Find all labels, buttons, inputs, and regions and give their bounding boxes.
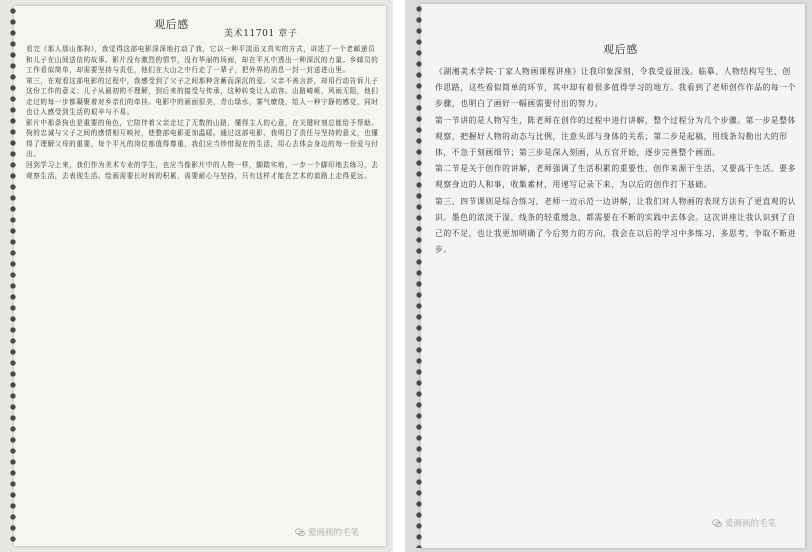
left-photo (0, 0, 393, 552)
watermark-right (712, 517, 776, 529)
left-page-title: 观后感 (154, 18, 189, 31)
left-spiral-binding (8, 6, 18, 546)
photo-separator (393, 0, 405, 552)
watermark-right-text: 爱画画的毛笔 (725, 519, 777, 529)
watermark-left (295, 526, 359, 538)
wechat-icon (712, 519, 722, 528)
right-notebook-page (421, 4, 805, 548)
left-page-author: 美术11701 章子 (224, 29, 298, 39)
right-page-body: 《湖湘美术学院·丁家人物画课程讲座》让我印象深刻，令我受益匪浅。临摹、人物结构写生、创作思路，这些看似简单的环节，其中却有着很多值得学习的地方。我看到了老师创作作品的每一个步骤，也明白了画好一幅画需要付出的努力。 第一节讲的是人物写生，陈老师在创作的过程中进行讲解，整个过程分为几个步骤。第一步是整体观察，把握好人物的动态与比例，注意头部与身体的关系；第二步是起稿，用线条勾勒出大的形体，不急于刻画细节；第三步是深入刻画，从五官开始，逐步完善整个画面。 第二节是关于创作的讲解，老师强调了生活积累的重要性，创作来源于生活，又要高于生活。要多观察身边的人和事，收集素材，用速写记录下来，为以后的创作打下基础。 第三、四节课则是综合练习，老师一边示范一边讲解，让我们对人物画的表现方法有了更直观的认识。墨色的浓淡干湿，线条的轻重缓急，都需要在不断的实践中去体会。这次讲座让我认识到了自己的不足，也让我更加明确了今后努力的方向，我会在以后的学习中多练习，多思考，争取不断进步。 (435, 67, 797, 255)
right-spiral-binding (414, 4, 424, 548)
left-notebook-page (14, 6, 386, 546)
right-page-title: 观后感 (603, 43, 638, 56)
wechat-icon (295, 528, 305, 537)
left-page-body: 看完《那人那山那狗》，我觉得这部电影深深地打动了我，它以一种平淡而又真实的方式，讲述了一个老邮递员和儿子在山间送信的故事。影片没有激烈的情节，没有华丽的场面，却在平凡中透出一种深沉的力量。乡邮员的工作看似简单，却需要坚持与责任，他们在大山之中行走了一辈子，把外界的消息一封一封送进山里。 第三，在观看这部电影的过程中，我感受到了父子之间那种含蓄而深沉的爱。父亲不善言辞，却用行动告诉儿子这份工作的意义；儿子从最初的不理解，到后来的接受与传承，这种转变让人动容。山路崎岖，风雨无阻，他们走过的每一步都凝聚着对乡亲们的牵挂。电影中的画面很美，青山绿水，雾气缭绕，给人一种宁静的感觉，同时也让人感受到生活的艰辛与不易。 影片中那条狗也是重要的角色，它陪伴着父亲走过了无数的山路，懂得主人的心意，在关键时刻总能给予帮助。狗的忠诚与父子之间的感情相互映衬，使整部电影更加温暖。通过这部电影，我明白了责任与坚持的意义，也懂得了理解父母的重要，每个平凡的岗位都值得尊重，我们应当珍惜现在的生活，用心去体会身边的每一份爱与付出。 回到学习上来，我们作为美术专业的学生，也应当像影片中的人物一样，脚踏实地，一步一个脚印地去练习，去观察生活，去表现生活。绘画需要长时间的积累，需要耐心与坚持，只有这样才能在艺术的道路上走得更远。 (26, 45, 379, 180)
right-photo (405, 0, 812, 552)
watermark-left-text: 爱画画的毛笔 (308, 528, 360, 538)
